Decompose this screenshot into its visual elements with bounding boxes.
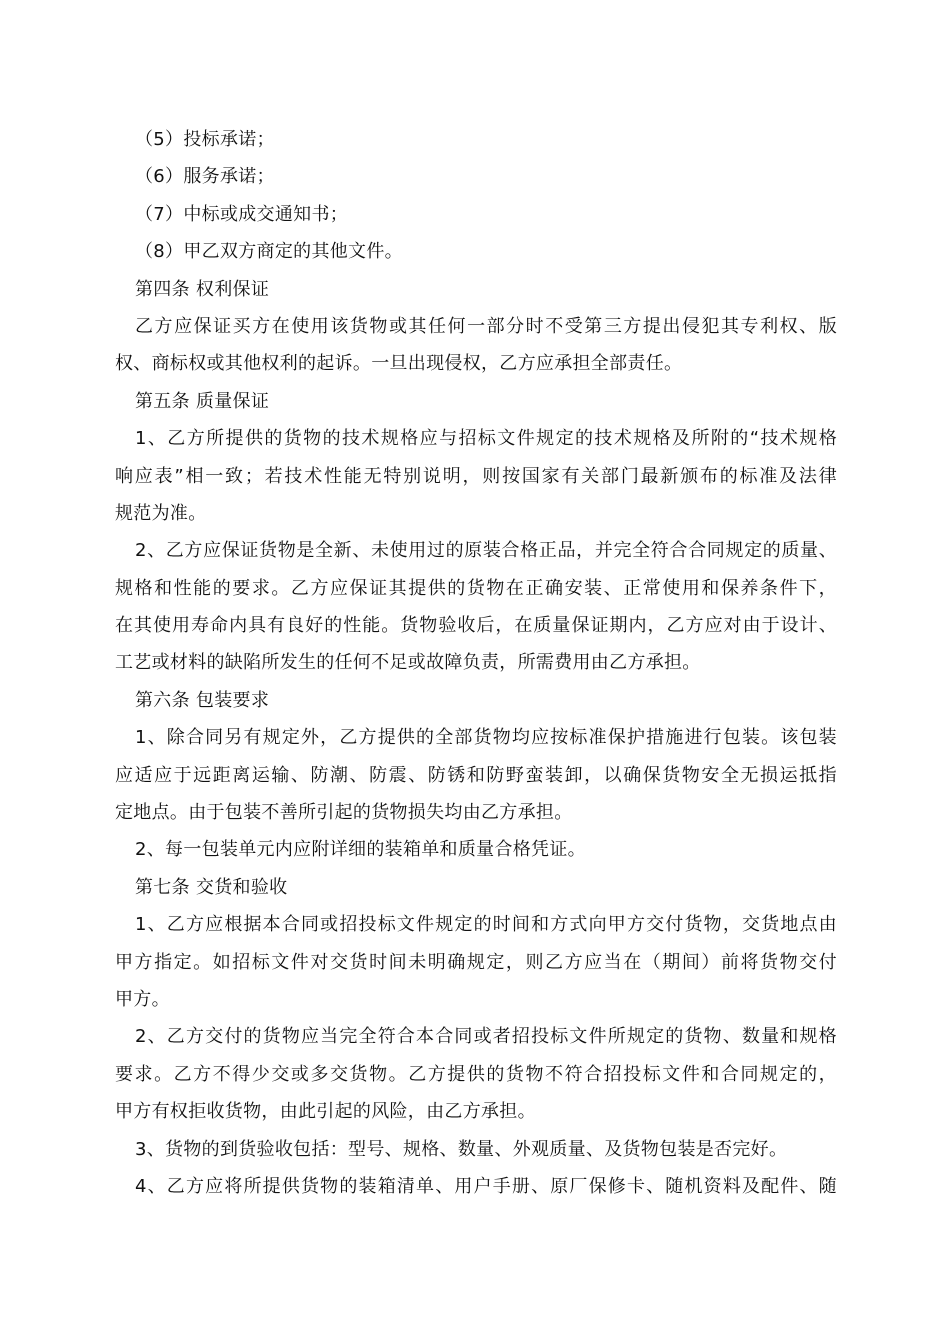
text-line: 第四条 权利保证 — [135, 278, 270, 300]
text-line: 权、商标权或其他权利的起诉。一旦出现侵权，乙方应承担全部责任。 — [115, 353, 683, 375]
text-line: 工艺或材料的缺陷所发生的任何不足或故障负责，所需费用由乙方承担。 — [115, 652, 701, 674]
text-line: 2、乙方应保证货物是全新、未使用过的原装合格正品，并完全符合合同规定的质量、 — [135, 540, 837, 562]
text-line: 响应表”相一致；若技术性能无特别说明，则按国家有关部门最新颁布的标准及法律 — [115, 465, 837, 487]
text-line: 2、乙方交付的货物应当完全符合本合同或者招投标文件所规定的货物、数量和规格 — [135, 1026, 837, 1048]
text-line: 1、乙方应根据本合同或招投标文件规定的时间和方式向甲方交付货物，交货地点由 — [135, 914, 837, 936]
text-line: 应适应于远距离运输、防潮、防震、防锈和防野蛮装卸，以确保货物安全无损运抵指 — [115, 764, 837, 786]
text-line: （5）投标承诺； — [135, 129, 275, 150]
contract-text-body — [115, 121, 837, 1205]
text-line: （7）中标或成交通知书； — [135, 203, 349, 225]
text-line: 乙方应保证买方在使用该货物或其任何一部分时不受第三方提出侵犯其专利权、版 — [135, 315, 837, 337]
text-line: 甲方。 — [115, 988, 170, 1010]
text-line: 在其使用寿命内具有良好的性能。货物验收后，在质量保证期内，乙方应对由于设计、 — [115, 615, 837, 637]
text-line: 规范为准。 — [115, 502, 207, 524]
text-line: 规格和性能的要求。乙方应保证其提供的货物在正确安装、正常使用和保养条件下， — [115, 577, 837, 599]
text-line: 2、每一包装单元内应附详细的装箱单和质量合格凭证。 — [135, 839, 586, 861]
text-line: 甲方指定。如招标文件对交货时间未明确规定，则乙方应当在（期间）前将货物交付 — [115, 951, 837, 973]
text-line: 3、货物的到货验收包括：型号、规格、数量、外观质量、及货物包装是否完好。 — [135, 1138, 788, 1160]
text-line: （8）甲乙双方商定的其他文件。 — [135, 241, 403, 263]
text-line: 要求。乙方不得少交或多交货物。乙方提供的货物不符合招投标文件和合同规定的， — [115, 1063, 837, 1085]
text-line: 第七条 交货和验收 — [135, 876, 288, 898]
text-line: 甲方有权拒收货物，由此引起的风险，由乙方承担。 — [115, 1101, 536, 1123]
text-line: （6）服务承诺； — [135, 166, 275, 188]
text-line: 4、乙方应将所提供货物的装箱清单、用户手册、原厂保修卡、随机资料及配件、随 — [135, 1175, 837, 1197]
text-line: 第六条 包装要求 — [135, 689, 270, 711]
text-line: 定地点。由于包装不善所引起的货物损失均由乙方承担。 — [115, 802, 573, 824]
text-line: 1、乙方所提供的货物的技术规格应与招标文件规定的技术规格及所附的“技术规格 — [135, 428, 837, 450]
text-line: 1、除合同另有规定外，乙方提供的全部货物均应按标准保护措施进行包装。该包装 — [135, 727, 837, 749]
text-line: 第五条 质量保证 — [135, 390, 270, 412]
